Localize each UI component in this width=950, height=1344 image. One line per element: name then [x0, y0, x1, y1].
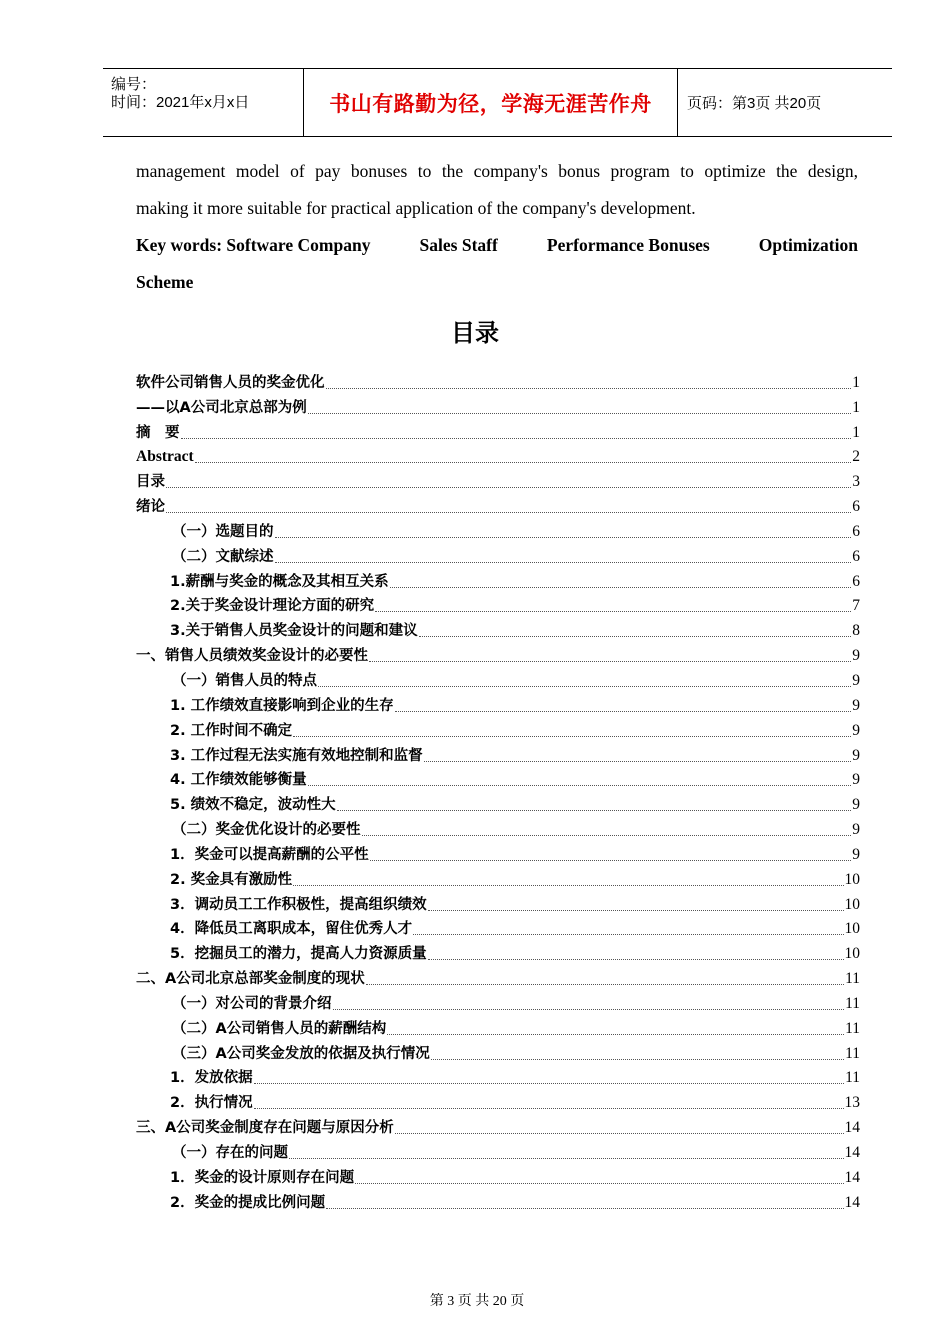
toc-entry-text: 1．发放依据 [170, 1070, 253, 1087]
toc-leader-dots [181, 437, 852, 439]
toc-leader-dots [195, 461, 852, 463]
toc-entry[interactable] [136, 743, 860, 768]
toc-title: 目录 [451, 319, 499, 347]
toc-entry-page: 10 [844, 945, 860, 963]
toc-entry[interactable] [136, 768, 860, 793]
toc-entry-page: 11 [845, 1044, 860, 1062]
toc-entry-page: 9 [852, 796, 860, 814]
toc-entry[interactable] [136, 991, 860, 1016]
toc-entry[interactable] [136, 1140, 860, 1165]
toc-entry[interactable] [136, 1165, 860, 1190]
toc-leader-dots [275, 561, 852, 563]
toc-entry[interactable] [136, 618, 860, 643]
toc-entry-text: 三、A公司奖金制度存在问题与原因分析 [136, 1120, 394, 1137]
toc-entry[interactable] [136, 842, 860, 867]
page-footer: 第 3 页 共 20 页 [429, 1294, 525, 1309]
toc-leader-dots [293, 735, 851, 737]
toc-entry-text: 2．奖金的提成比例问题 [170, 1194, 326, 1211]
toc-entry[interactable] [136, 668, 860, 693]
toc-entry-page: 6 [852, 547, 860, 565]
keyword-3: Performance Bonuses [546, 235, 710, 255]
toc-entry-text: 2. 奖金具有激励性 [170, 871, 293, 888]
toc-entry[interactable] [136, 420, 860, 445]
toc-leader-dots [254, 1107, 844, 1109]
page-header [103, 68, 892, 137]
toc-entry-page: 11 [845, 1019, 860, 1037]
toc-entry-page: 7 [852, 597, 860, 615]
toc-entry-text: 2.关于奖金设计理论方面的研究 [170, 598, 375, 615]
toc-entry[interactable] [136, 1190, 860, 1215]
toc-leader-dots [254, 1082, 844, 1084]
toc-leader-dots [431, 1058, 844, 1060]
toc-leader-dots [318, 685, 851, 687]
toc-entry-page: 14 [844, 1119, 860, 1137]
toc-entry[interactable] [136, 1115, 860, 1140]
keywords-continuation: Scheme [136, 272, 194, 292]
toc-entry-page: 10 [844, 895, 860, 913]
toc-entry-text: 4. 工作绩效能够衡量 [170, 772, 307, 789]
toc-entry-text: 2．执行情况 [170, 1095, 253, 1112]
toc-entry-page: 9 [852, 746, 860, 764]
toc-leader-dots [308, 412, 852, 414]
toc-leader-dots [390, 586, 852, 588]
toc-entry[interactable] [136, 370, 860, 395]
toc-leader-dots [355, 1182, 843, 1184]
toc-entry-text: 软件公司销售人员的奖金优化 [136, 374, 325, 391]
page-info: 页码：第3页 共20页 [687, 95, 822, 112]
toc-entry-text: 3.关于销售人员奖金设计的问题和建议 [170, 623, 418, 640]
toc-entry-text: Abstract [136, 448, 194, 466]
toc-entry-text: （一）销售人员的特点 [172, 672, 317, 689]
toc-entry[interactable] [136, 643, 860, 668]
keyword-4: Optimization [758, 235, 858, 255]
toc-entry-text: 1．奖金的设计原则存在问题 [170, 1169, 355, 1186]
toc-entry[interactable] [136, 469, 860, 494]
toc-entry[interactable] [136, 1090, 860, 1115]
toc-entry-page: 14 [844, 1144, 860, 1161]
toc-entry-text: 4．降低员工离职成本，留住优秀人才 [170, 921, 413, 938]
toc-entry-page: 9 [852, 696, 860, 714]
toc-leader-dots [369, 660, 851, 662]
toc-leader-dots [275, 536, 852, 538]
toc-entry-page: 6 [852, 498, 860, 516]
toc-entry[interactable] [136, 966, 860, 991]
toc-entry-page: 9 [852, 721, 860, 739]
toc-entry-page: 1 [852, 423, 860, 441]
keywords-label: Key words: [136, 235, 223, 255]
toc-entry-text: 1.薪酬与奖金的概念及其相互关系 [170, 573, 389, 590]
toc-entry-text: 2. 工作时间不确定 [170, 722, 293, 739]
toc-entry-text: 3．调动员工工作积极性，提高组织绩效 [170, 896, 427, 913]
toc-entry[interactable] [136, 693, 860, 718]
toc-entry-text: （三）A公司奖金发放的依据及执行情况 [172, 1045, 430, 1062]
toc-entry-page: 1 [852, 398, 860, 416]
toc-leader-dots [395, 1132, 844, 1134]
toc-leader-dots [395, 710, 852, 712]
toc-entry[interactable] [136, 1066, 860, 1091]
toc-entry[interactable] [136, 395, 860, 420]
header-meta-cell [103, 69, 304, 136]
toc-entry[interactable] [136, 718, 860, 743]
toc-entry-text: 3. 工作过程无法实施有效地控制和监督 [170, 747, 423, 764]
toc-leader-dots [362, 834, 852, 836]
toc-entry-page: 9 [852, 647, 860, 665]
toc-leader-dots [326, 387, 852, 389]
toc-leader-dots [337, 809, 852, 811]
toc-entry-text: ——以A公司北京总部为例 [136, 399, 307, 416]
toc-entry-text: 目录 [136, 474, 165, 491]
toc-entry-page: 1 [852, 373, 860, 391]
toc-entry-page: 9 [852, 845, 860, 863]
toc-leader-dots [419, 635, 852, 637]
toc-entry-page: 10 [844, 920, 860, 938]
toc-entry[interactable] [136, 1041, 860, 1066]
keyword-1: Software Company [226, 235, 371, 255]
toc-entry-text: （一）对公司的背景介绍 [172, 995, 332, 1012]
toc-leader-dots [370, 859, 852, 861]
keyword-2: Sales Staff [419, 235, 498, 255]
toc-entry-text: （二）奖金优化设计的必要性 [172, 822, 361, 839]
toc-leader-dots [424, 760, 852, 762]
toc-entry-text: 1．奖金可以提高薪酬的公平性 [170, 846, 369, 863]
toc-leader-dots [366, 983, 844, 985]
abstract-line-1: management model of pay bonuses to the company's bonus program to optimize the design, [136, 161, 858, 181]
toc-entry[interactable] [136, 494, 860, 519]
toc-entry[interactable] [136, 1016, 860, 1041]
toc-entry-text: 1. 工作绩效直接影响到企业的生存 [170, 697, 394, 714]
toc-entry-page: 8 [852, 622, 860, 640]
toc-entry-page: 9 [852, 671, 860, 689]
toc-entry-page: 6 [852, 572, 860, 590]
toc-entry-text: 二、A公司北京总部奖金制度的现状 [136, 971, 365, 988]
toc-entry-page: 9 [852, 771, 860, 789]
toc-leader-dots [333, 1008, 845, 1010]
toc-entry-text: （二）文献综述 [172, 548, 274, 565]
table-of-contents [136, 370, 860, 1215]
toc-entry[interactable] [136, 569, 860, 594]
abstract-line-2: making it more suitable for practical application of the company's development. [136, 198, 696, 218]
motto-text: 书山有路勤为径，学海无涯苦作舟 [329, 91, 652, 116]
toc-leader-dots [293, 884, 843, 886]
toc-entry-page: 14 [844, 1168, 860, 1186]
toc-entry-page: 3 [852, 473, 860, 491]
toc-entry-page: 11 [845, 994, 860, 1012]
toc-entry-text: 一、销售人员绩效奖金设计的必要性 [136, 648, 368, 665]
keywords-line [136, 227, 858, 264]
toc-entry[interactable] [136, 594, 860, 619]
toc-entry-text: 5．挖掘员工的潜力，提高人力资源质量 [170, 946, 427, 963]
header-motto-cell [304, 69, 678, 136]
toc-entry-page: 6 [852, 522, 860, 540]
toc-entry-page: 13 [844, 1094, 860, 1112]
toc-entry[interactable] [136, 445, 860, 470]
toc-entry-page: 9 [852, 821, 860, 839]
toc-entry-page: 11 [845, 970, 860, 988]
toc-entry[interactable] [136, 792, 860, 817]
toc-entry-page: 2 [852, 448, 860, 466]
toc-leader-dots [413, 933, 843, 935]
toc-entry-text: （二）A公司销售人员的薪酬结构 [172, 1020, 387, 1037]
toc-entry[interactable] [136, 867, 860, 892]
toc-entry[interactable] [136, 544, 860, 569]
toc-entry-page: 11 [845, 1069, 860, 1087]
toc-leader-dots [428, 958, 844, 960]
toc-entry[interactable] [136, 892, 860, 917]
toc-entry[interactable] [136, 519, 860, 544]
toc-entry[interactable] [136, 941, 860, 966]
toc-entry-page: 10 [844, 870, 860, 888]
toc-leader-dots [375, 610, 851, 612]
toc-leader-dots [166, 511, 851, 513]
toc-entry-page: 14 [844, 1193, 860, 1211]
toc-leader-dots [387, 1033, 844, 1035]
toc-entry-text: 绪论 [136, 499, 165, 516]
toc-leader-dots [166, 486, 851, 488]
toc-entry-text: （一）选题目的 [172, 523, 274, 540]
toc-leader-dots [326, 1207, 843, 1209]
toc-entry-text: （一）存在的问题 [172, 1145, 288, 1161]
time-label: 时间：2021年x月x日 [111, 94, 250, 111]
header-page-cell [678, 69, 892, 136]
toc-leader-dots [289, 1157, 844, 1159]
toc-leader-dots [428, 909, 844, 911]
toc-entry[interactable] [136, 917, 860, 942]
toc-entry-text: 摘 要 [136, 424, 180, 441]
toc-entry-text: 5. 绩效不稳定，波动性大 [170, 797, 336, 814]
toc-leader-dots [308, 784, 852, 786]
keywords-label-and-first [136, 227, 370, 264]
number-label: 编号： [111, 76, 157, 93]
toc-entry[interactable] [136, 817, 860, 842]
